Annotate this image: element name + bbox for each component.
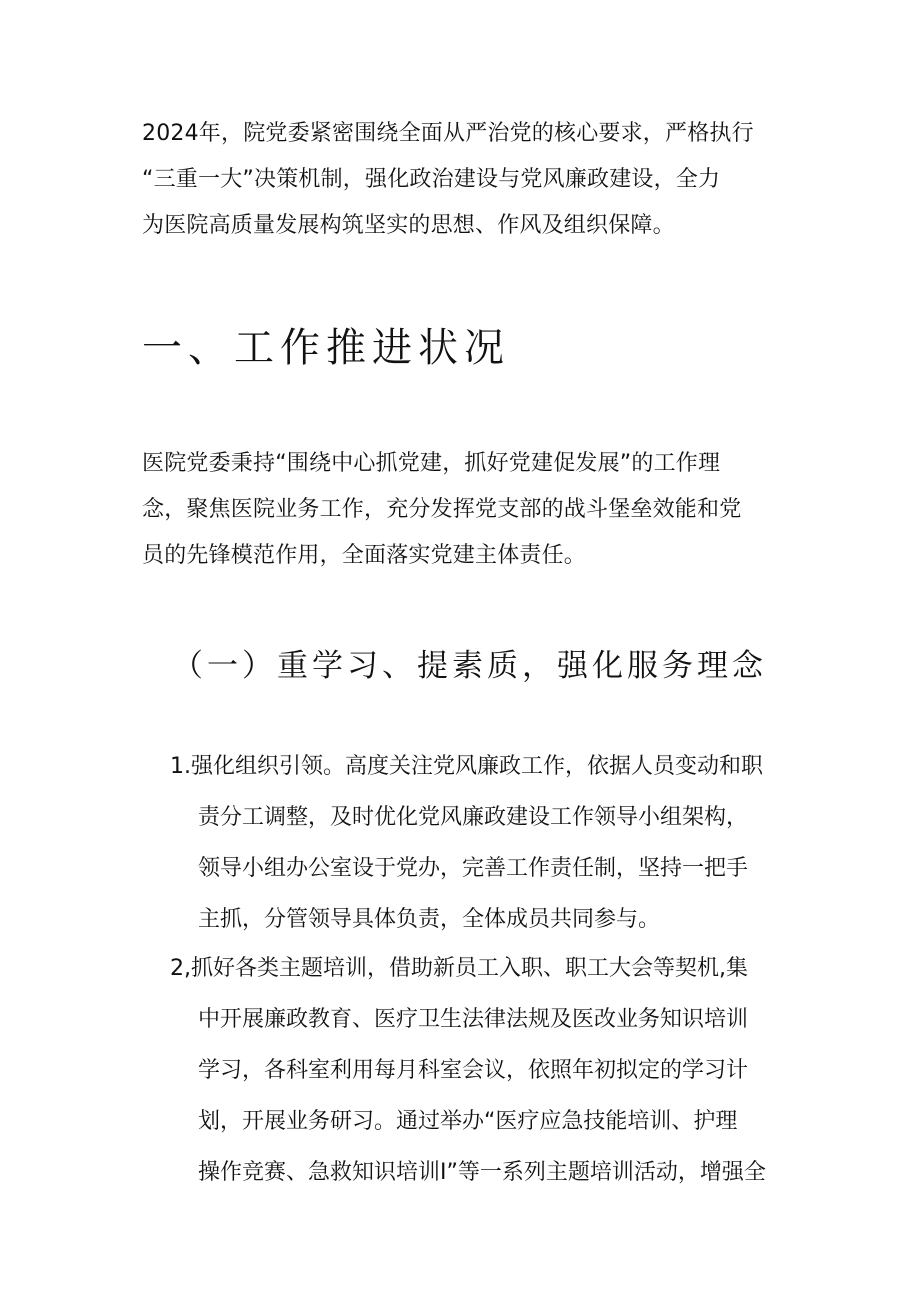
intro-paragraph [142,111,782,249]
list-item-line: 主抓，分管领导具体负责，全体成员共同参与。 [198,907,661,932]
intro-line: “三重一大”决策机制，强化政治建设与党风廉政建设，全力 [142,167,721,192]
section-heading: 一、工作推进状况 [142,325,510,371]
list-item [170,741,800,945]
list-item [170,943,800,1198]
list-item-line: 学习，各科室利用每月科室会议，依照年初拟定的学习计 [198,1058,749,1083]
list-item-line: 操作竞赛、急救知识培训I”等一系列主题培训活动，增强全 [198,1160,766,1185]
intro-line: 为医院高质量发展构筑坚实的思想、作风及组织保障。 [142,213,675,238]
section-paragraph-line: 员的先锋模范作用，全面落实党建主体责任。 [142,543,587,568]
section-paragraph-line: 医院党委秉持“围绕中心抓党建，抓好党建促发展”的工作理 [142,451,721,476]
list-item-line: 划，开展业务研习。通过举办“医疗应急技能培训、护理 [198,1109,738,1134]
intro-line: 2024年，院党委紧密围绕全面从严治党的核心要求，严格执行 [142,121,754,146]
section-paragraph [142,441,782,579]
section-paragraph-line: 念，聚焦医院业务工作，充分发挥党支部的战斗堡垒效能和党 [142,497,742,522]
list-item-line: 2,抓好各类主题培训，借助新员工入职、职工大会等契机,集 [170,956,748,981]
list-item-line: 中开展廉政教育、医疗卫生法律法规及医改业务知识培训 [198,1007,749,1032]
list-item-line: 领导小组办公室设于党办，完善工作责任制，坚持一把手 [198,856,749,881]
list-item-line: 责分工调整，及时优化党风廉政建设工作领导小组架构， [198,805,749,830]
subsection-heading: （一）重学习、提素质，强化服务理念 [172,648,767,684]
list-item-line: 1.强化组织引领。高度关注党风廉政工作，依据人员变动和职 [170,754,763,779]
